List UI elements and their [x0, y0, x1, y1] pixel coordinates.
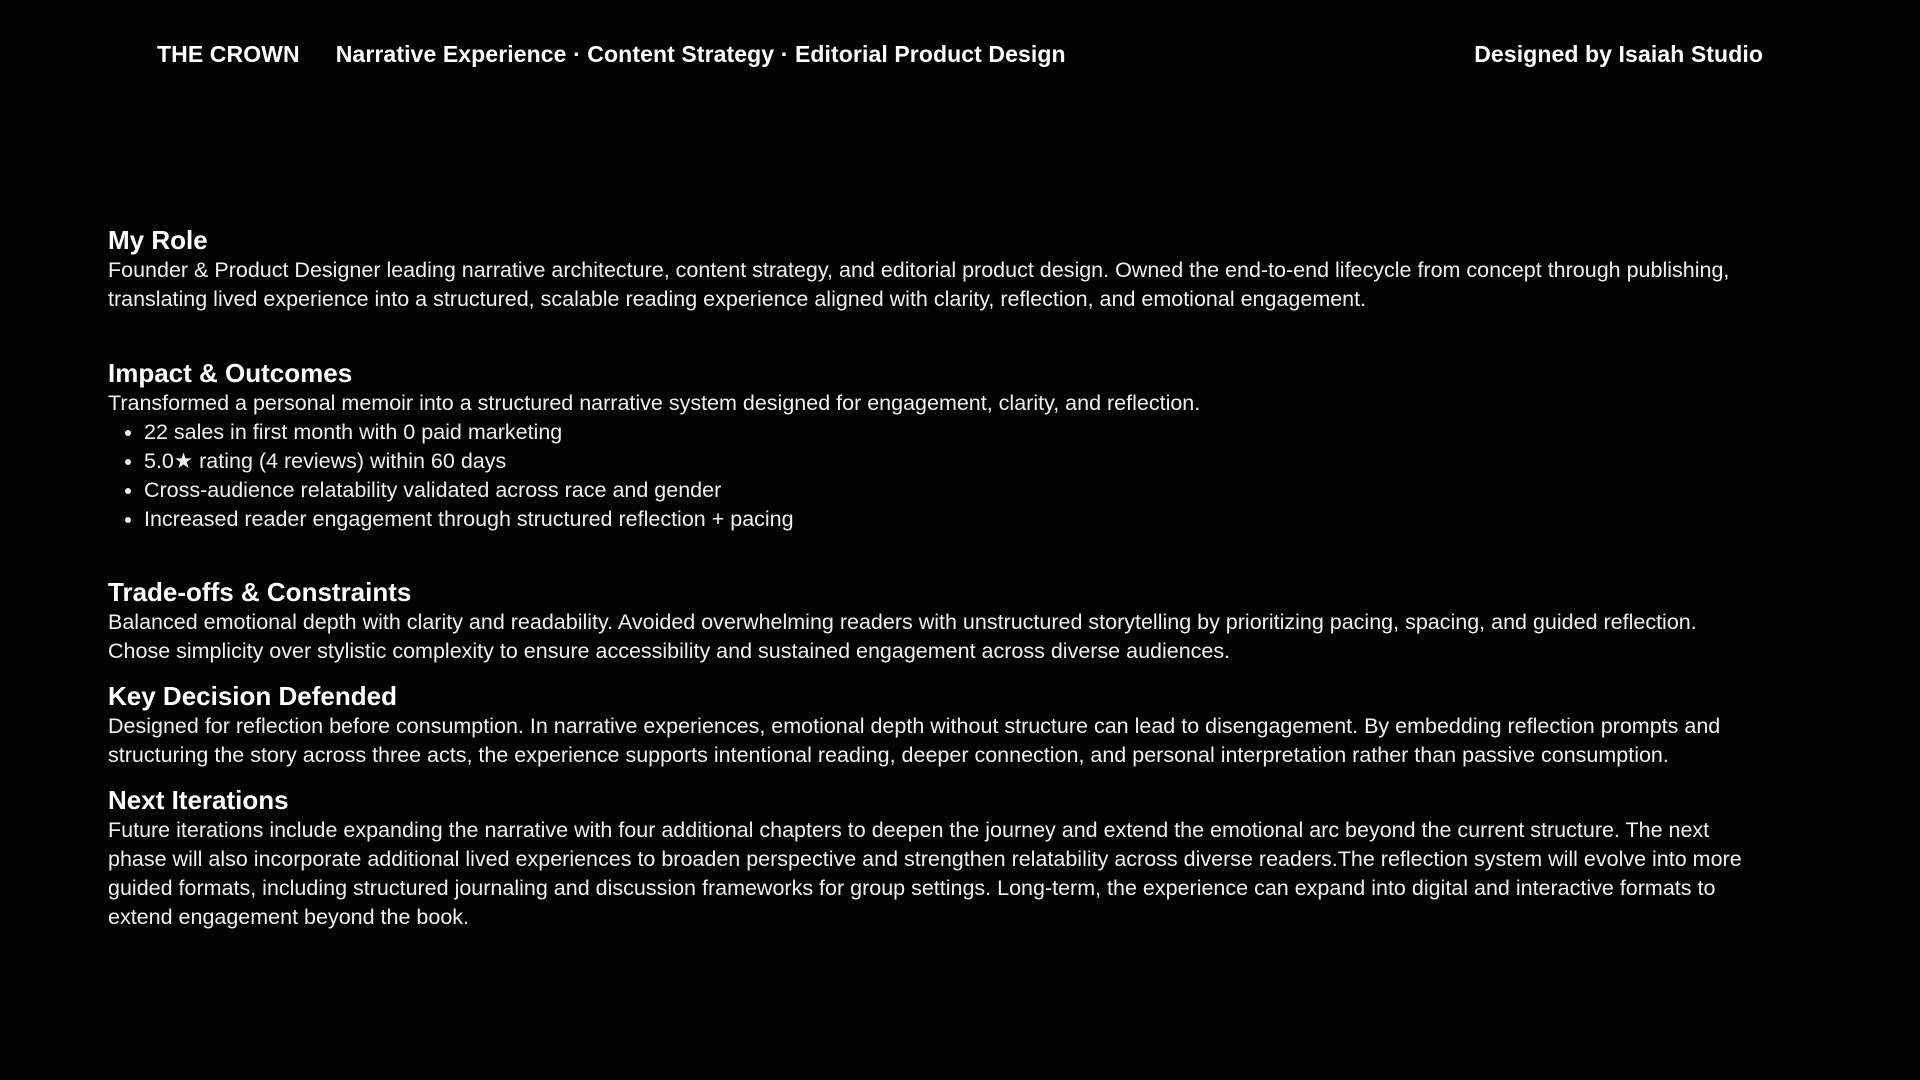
spacer [108, 534, 1748, 576]
list-item: • Increased reader engagement through structured reflection + pacing [144, 505, 1748, 534]
site-header [157, 38, 1763, 70]
section-body: Balanced emotional depth with clarity and readability. Avoided overwhelming readers with unstructured storytelling by prioritizing pacing, spacing, and guided reflection. Chose simplicity over stylistic complexity to ensure accessibility and sustained engagement across diverse audiences. [108, 610, 1697, 663]
section-key-decision [108, 680, 1748, 770]
designer-credit: Designed by Isaiah Studio [1474, 40, 1763, 67]
section-body: Transformed a personal memoir into a structured narrative system designed for engagement, clarity, and reflection. [108, 391, 1201, 415]
section-tradeoffs [108, 576, 1748, 666]
section-title: Impact & Outcomes [108, 358, 353, 388]
section-next-iterations [108, 784, 1748, 932]
section-body: Future iterations include expanding the narrative with four additional chapters to deepen the journey and extend the emotional arc beyond the current structure. The next phase will also incorporate additional lived experiences to broaden perspective and strengthen relatability across diverse readers.The reflection system will evolve into more guided formats, including structured journaling and discussion frameworks for group settings. Long-term, the experience can expand into digital and interactive formats to extend engagement beyond the book. [108, 818, 1742, 929]
project-tagline: Narrative Experience · Content Strategy · Editorial Product Design [335, 40, 1066, 67]
section-my-role [108, 224, 1748, 314]
list-item: • 22 sales in first month with 0 paid marketing [144, 418, 1748, 447]
list-item: • 5.0★ rating (4 reviews) within 60 days [144, 447, 1748, 476]
section-title: Key Decision Defended [108, 681, 397, 711]
list-item: • Cross-audience relatability validated across race and gender [144, 476, 1748, 505]
case-study-content [108, 224, 1748, 932]
section-impact-outcomes [108, 357, 1748, 534]
spacer [108, 314, 1748, 357]
section-body: Designed for reflection before consumption. In narrative experiences, emotional depth without structure can lead to disengagement. By embedding reflection prompts and structuring the story across three acts, the experience supports intentional reading, deeper connection, and personal interpretation rather than passive consumption. [108, 714, 1721, 767]
spacer [108, 770, 1748, 784]
section-title: Next Iterations [108, 785, 289, 815]
section-title: My Role [108, 225, 208, 255]
spacer [108, 666, 1748, 680]
section-title: Trade-offs & Constraints [108, 577, 412, 607]
brand-name[interactable]: THE CROWN [157, 40, 300, 67]
impact-list [108, 418, 1748, 534]
section-body: Founder & Product Designer leading narrative architecture, content strategy, and editorial product design. Owned the end-to-end lifecycle from concept through publishing, translating lived experience into a structured, scalable reading experience aligned with clarity, reflection, and emotional engagement. [108, 258, 1730, 311]
